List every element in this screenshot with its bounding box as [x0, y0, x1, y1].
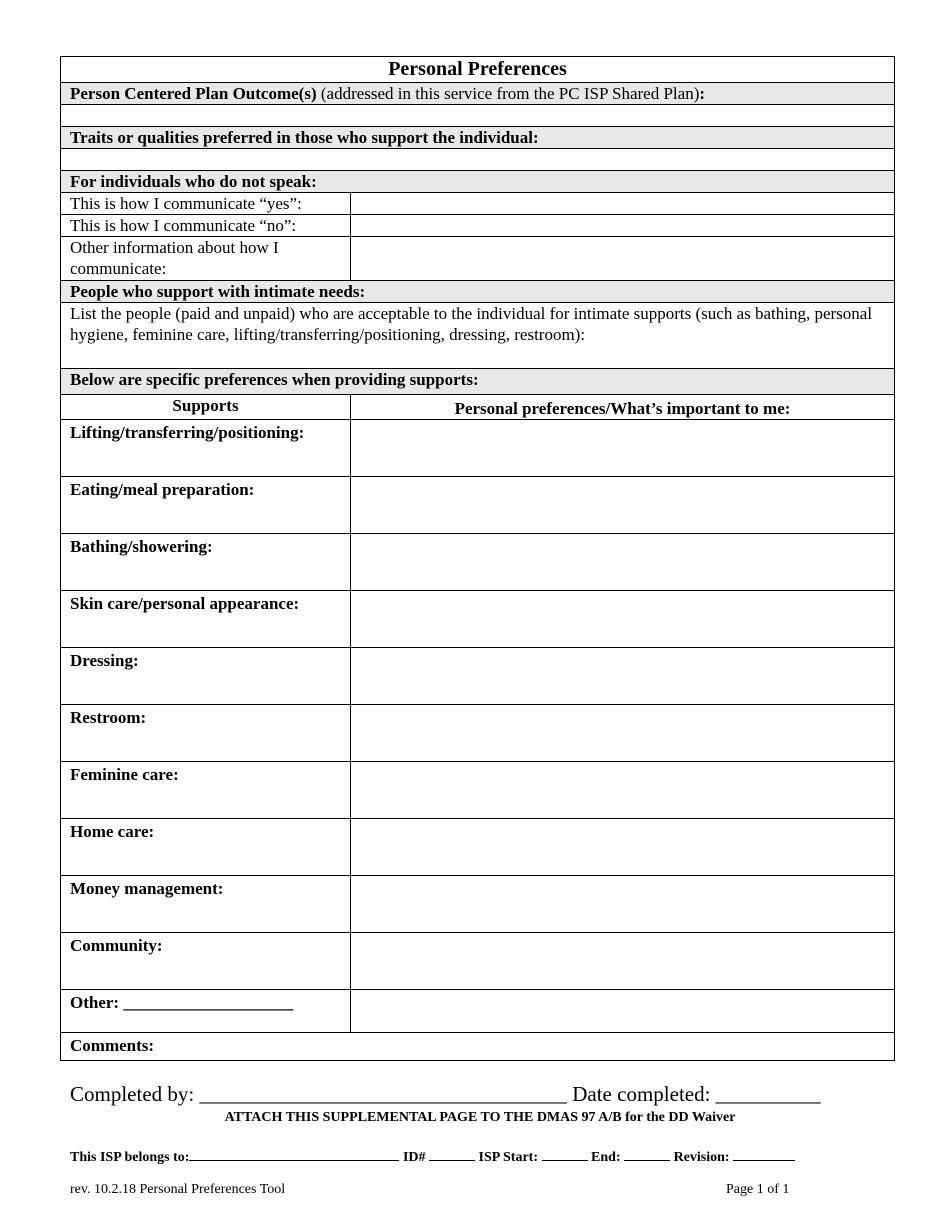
supports-column-header: Supports: [61, 395, 351, 420]
support-row-field[interactable]: [351, 819, 895, 876]
support-row-label: Dressing:: [61, 648, 351, 705]
support-row-label: Home care:: [61, 819, 351, 876]
preferences-column-header: Personal preferences/What’s important to me:: [351, 395, 895, 420]
outcome-label-colon: :: [699, 84, 706, 103]
belongs-label: This ISP belongs to:: [70, 1150, 190, 1165]
support-row-field[interactable]: [351, 648, 895, 705]
traits-label: Traits or qualities preferred in those who support the individual:: [61, 127, 895, 149]
outcome-field[interactable]: [61, 105, 895, 127]
attach-note: ATTACH THIS SUPPLEMENTAL PAGE TO THE DMAS 97 A/B for the DD Waiver: [224, 1110, 736, 1125]
support-row-label: Community:: [61, 933, 351, 990]
support-row-label: Eating/meal preparation:: [61, 477, 351, 534]
intimate-instructions: List the people (paid and unpaid) who are acceptable to the individual for intimate supports (such as bathing, personal hygiene, feminine care, lifting/transferring/positioning, dressing, restroom):: [70, 304, 873, 344]
support-row-field[interactable]: [351, 477, 895, 534]
id-label: ID#: [402, 1150, 426, 1165]
revision-label: Revision:: [673, 1150, 730, 1165]
outcome-label-bold: Person Centered Plan Outcome(s): [70, 84, 317, 103]
other-support-field[interactable]: [351, 990, 895, 1033]
nonspeaking-header: For individuals who do not speak:: [61, 171, 895, 193]
support-row-field[interactable]: [351, 762, 895, 819]
outcome-label: [61, 83, 895, 105]
isp-belongs-line: [70, 1146, 795, 1166]
completed-by-line: Completed by: ___________________________________ Date completed: __________: [70, 1082, 821, 1106]
isp-start-field[interactable]: [542, 1146, 588, 1161]
intimate-header: People who support with intimate needs:: [61, 281, 895, 303]
support-row-label: Money management:: [61, 876, 351, 933]
outcome-label-normal: (addressed in this service from the PC ISP Shared Plan): [316, 84, 700, 103]
end-label: End:: [591, 1150, 621, 1165]
support-row-label: Lifting/transferring/positioning:: [61, 420, 351, 477]
other-support-label: Other: ____________________: [61, 990, 351, 1033]
traits-field[interactable]: [61, 149, 895, 171]
support-row-label: Skin care/personal appearance:: [61, 591, 351, 648]
revision-text: rev. 10.2.18 Personal Preferences Tool: [70, 1182, 286, 1197]
page-number: Page 1 of 1: [726, 1182, 790, 1197]
isp-start-label: ISP Start:: [478, 1150, 538, 1165]
communicate-no-field[interactable]: [351, 215, 895, 237]
support-row-field[interactable]: [351, 705, 895, 762]
support-row-label: Bathing/showering:: [61, 534, 351, 591]
form-title: Personal Preferences: [61, 57, 895, 83]
comments-field[interactable]: [61, 1033, 895, 1061]
support-row-label: Feminine care:: [61, 762, 351, 819]
end-field[interactable]: [624, 1146, 670, 1161]
support-row-field[interactable]: [351, 933, 895, 990]
revision-field[interactable]: [733, 1146, 795, 1161]
personal-preferences-form: [60, 56, 895, 1061]
communicate-no-label: This is how I communicate “no”:: [61, 215, 351, 237]
id-field[interactable]: [429, 1146, 475, 1161]
communicate-yes-label: This is how I communicate “yes”:: [61, 193, 351, 215]
preferences-header: Below are specific preferences when providing supports:: [61, 369, 895, 395]
intimate-field[interactable]: [61, 303, 895, 369]
support-row-field[interactable]: [351, 591, 895, 648]
communicate-other-field[interactable]: [351, 237, 895, 281]
support-row-field[interactable]: [351, 534, 895, 591]
communicate-yes-field[interactable]: [351, 193, 895, 215]
comments-label: Comments:: [70, 1036, 155, 1055]
communicate-other-label: Other information about how I communicate:: [61, 237, 351, 281]
support-row-field[interactable]: [351, 876, 895, 933]
support-row-label: Restroom:: [61, 705, 351, 762]
support-row-field[interactable]: [351, 420, 895, 477]
belongs-field[interactable]: [189, 1146, 399, 1161]
